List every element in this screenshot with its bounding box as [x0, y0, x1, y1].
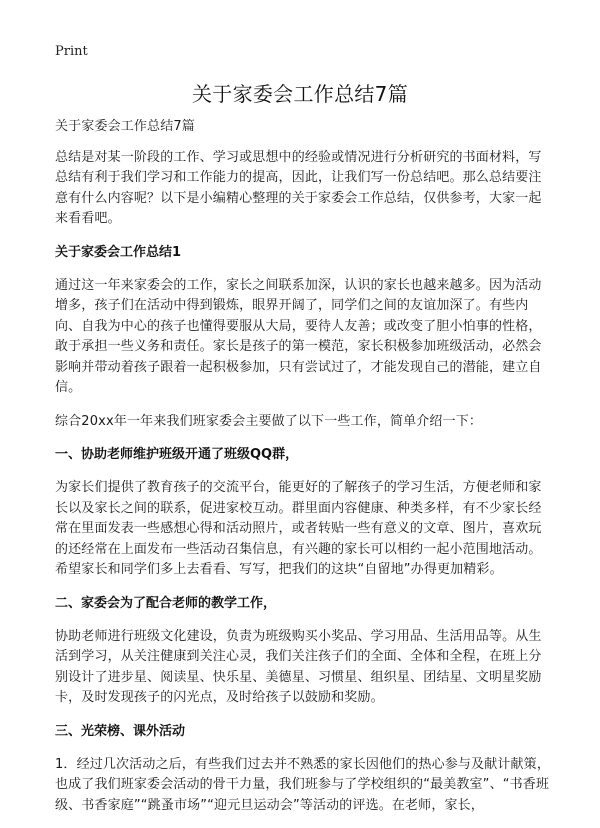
print-link[interactable]: Print	[55, 44, 88, 59]
section-heading-1: 关于家委会工作总结1	[55, 244, 182, 260]
heading-c: 三、光荣榜、课外活动	[55, 723, 186, 739]
paragraph-4: 协助老师进行班级文化建设，负责为班级购买小奖品、学习用品、生活用品等。从生活到学习，从关注健康到关注心灵，我们关注孩子们的全面、全体和全程，在班上分别设计了进步星、阅读星、快乐星、美德星、习惯星、组织星、团结星、文明星奖励卡，及时发现孩子的闪光点，及时给孩子以鼓励和奖励。	[55, 628, 542, 705]
intro-paragraph: 总结是对某一阶段的工作、学习或思想中的经验或情况进行分析研究的书面材料，写总结有利于我们学习和工作能力的提高，因此，让我们写一份总结吧。那么总结要注意有什么内容呢？以下是小编精心整理的关于家委会工作总结，仅供参考，大家一起来看看吧。	[55, 149, 542, 226]
heading-b: 二、家委会为了配合老师的教学工作，	[55, 595, 277, 611]
paragraph-1: 通过这一年来家委会的工作，家长之间联系加深，认识的家长也越来越多。因为活动增多，孩子们在活动中得到锻炼，眼界开阔了，同学们之间的友谊加深了。有些内向、自我为中心的孩子也懂得要服从大局，要待人友善；或改变了胆小怕事的性格，敢于承担一些义务和责任。家长是孩子的第一模范，家长积极参加班级活动，必然会影响并带动着孩子跟着一起积极参加，只有尝试过了，才能发现自己的潜能，建立自信。	[55, 277, 542, 395]
document-title: 关于家委会工作总结7篇	[191, 82, 409, 106]
paragraph-2: 综合20xx年一年来我们班家委会主要做了以下一些工作，简单介绍一下：	[55, 413, 483, 429]
heading-a: 一、协助老师维护班级开通了班级QQ群，	[55, 447, 299, 462]
paragraph-5: 1．经过几次活动之后，有些我们过去并不熟悉的家长因他们的热心参与及献计献策，也成了我们班家委会活动的骨干力量，我们班参与了学校组织的“最美教室”、“书香班级、书香家庭”“跳蚤市场”“迎元旦运动会”等活动的评选。在老师，家长，	[55, 756, 550, 813]
paragraph-3: 为家长们提供了教育孩子的交流平台，能更好的了解孩子的学习生活，方便老师和家长以及家长之间的联系，促进家校互动。群里面内容健康、种类多样，有不少家长经常在里面发表一些感想心得和活动照片，或者转贴一些有意义的文章、图片，喜欢玩的还经常在上面发布一些活动召集信息，有兴趣的家长可以相约一起小范围地活动。希望家长和同学们多上去看看、写写，把我们的这块“自留地”办得更加精彩。	[55, 480, 542, 577]
document-body	[55, 117, 552, 816]
subtitle: 关于家委会工作总结7篇	[55, 119, 195, 134]
